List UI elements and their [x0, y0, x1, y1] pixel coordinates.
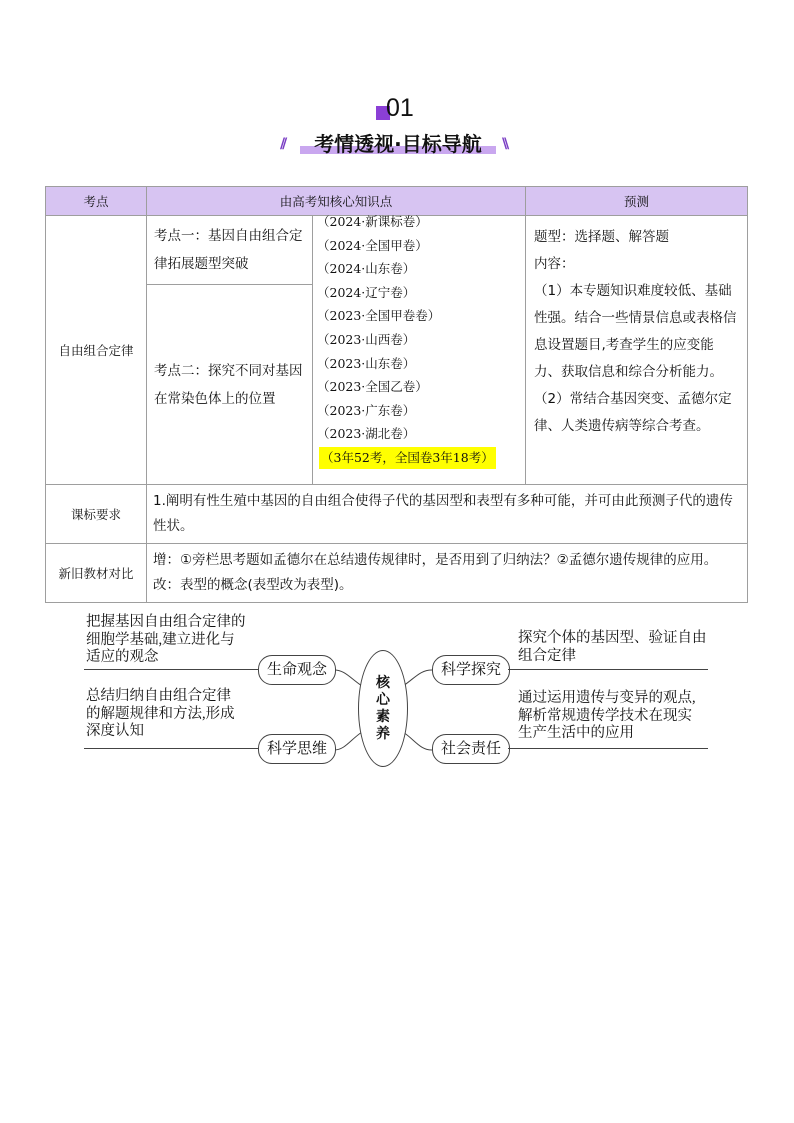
- paper-item: （2023·全国乙卷）: [317, 379, 428, 395]
- predict-line: 题型：选择题、解答题: [534, 229, 670, 245]
- explore-underline: [508, 669, 708, 670]
- kaodian-two: 考点二：探究不同对基因在常染色体上的位置: [147, 285, 313, 485]
- life-concept-text: 把握基因自由组合定律的 细胞学基础,建立进化与 适应的观念: [86, 614, 246, 665]
- compare-change: 改：表型的概念(表型改为表型)。: [153, 577, 353, 593]
- table-row: [46, 485, 748, 544]
- core-literacy-mindmap: [0, 600, 794, 800]
- section-title-block: [278, 128, 518, 160]
- compare-label: 新旧教材对比: [46, 544, 147, 603]
- section-number: 01: [386, 94, 414, 122]
- slash-left-decoration: //: [280, 136, 285, 152]
- exam-papers-cell: [313, 216, 526, 485]
- think-underline: [84, 748, 260, 749]
- predict-line: （1）本专题知识难度较低、基础性强。结合一些情景信息或表格信息设置题目,考查学生的应变能力、获取信息和综合分析能力。: [534, 283, 737, 380]
- papers-summary-highlight: （3年52考，全国卷3年18考）: [319, 447, 496, 469]
- node-science-thinking: 科学思维: [258, 734, 336, 764]
- social-duty-text: 通过运用遗传与变异的观点, 解析常规遗传学技术在现实 生产生活中的应用: [518, 690, 696, 741]
- predict-line: 内容：: [534, 256, 575, 272]
- node-social-duty: 社会责任: [432, 734, 510, 764]
- curriculum-label: 课标要求: [46, 485, 147, 544]
- table-row: [46, 216, 748, 285]
- paper-item: （2023·湖北卷）: [317, 426, 416, 442]
- paper-item: （2023·广东卷）: [317, 402, 416, 418]
- paper-item: （2023·全国甲卷卷）: [317, 308, 441, 324]
- core-literacy-ellipse: [358, 650, 408, 767]
- paper-item: （2023·山东卷）: [317, 355, 416, 371]
- exam-analysis-table: [45, 186, 748, 603]
- section-number-block: [376, 96, 420, 126]
- paper-item: （2024·山东卷）: [317, 261, 416, 277]
- predict-line: （2）常结合基因突变、孟德尔定律、人类遗传病等综合考查。: [534, 391, 732, 434]
- section-title: 考情透视·目标导航: [314, 132, 482, 156]
- compare-add: 增：①旁栏思考题如孟德尔在总结遗传规律时，是否用到了归纳法？②孟德尔遗传规律的应用。: [153, 552, 718, 568]
- node-life-concept: 生命观念: [258, 655, 336, 685]
- topic-cell: 自由组合定律: [46, 216, 147, 485]
- science-thinking-text: 总结归纳自由组合定律 的解题规律和方法,形成 深度认知: [86, 688, 235, 739]
- compare-cell: [147, 544, 748, 603]
- header-predict: 预测: [526, 187, 748, 216]
- table-row: [46, 544, 748, 603]
- predict-cell: [526, 216, 748, 485]
- paper-item: （2024·全国甲卷）: [317, 237, 428, 253]
- paper-item: （2024·辽宁卷）: [317, 284, 416, 300]
- kaodian-one: 考点一：基因自由组合定律拓展题型突破: [147, 216, 313, 285]
- slash-right-decoration: \\: [502, 136, 507, 152]
- life-underline: [84, 669, 260, 670]
- science-explore-text: 探究个体的基因型、验证自由 组合定律: [518, 630, 707, 664]
- paper-item: （2023·山西卷）: [317, 331, 416, 347]
- core-literacy-label: 核 心 素 养: [376, 676, 390, 742]
- header-knowledge: 由高考知核心知识点: [147, 187, 526, 216]
- paper-item: （2024·新课标卷）: [317, 214, 428, 229]
- curriculum-text: 1.阐明有性生殖中基因的自由组合使得子代的基因型和表型有多种可能，并可由此预测子代的遗传性状。: [147, 485, 748, 544]
- node-science-explore: 科学探究: [432, 655, 510, 685]
- duty-underline: [508, 748, 708, 749]
- header-kaodian: 考点: [46, 187, 147, 216]
